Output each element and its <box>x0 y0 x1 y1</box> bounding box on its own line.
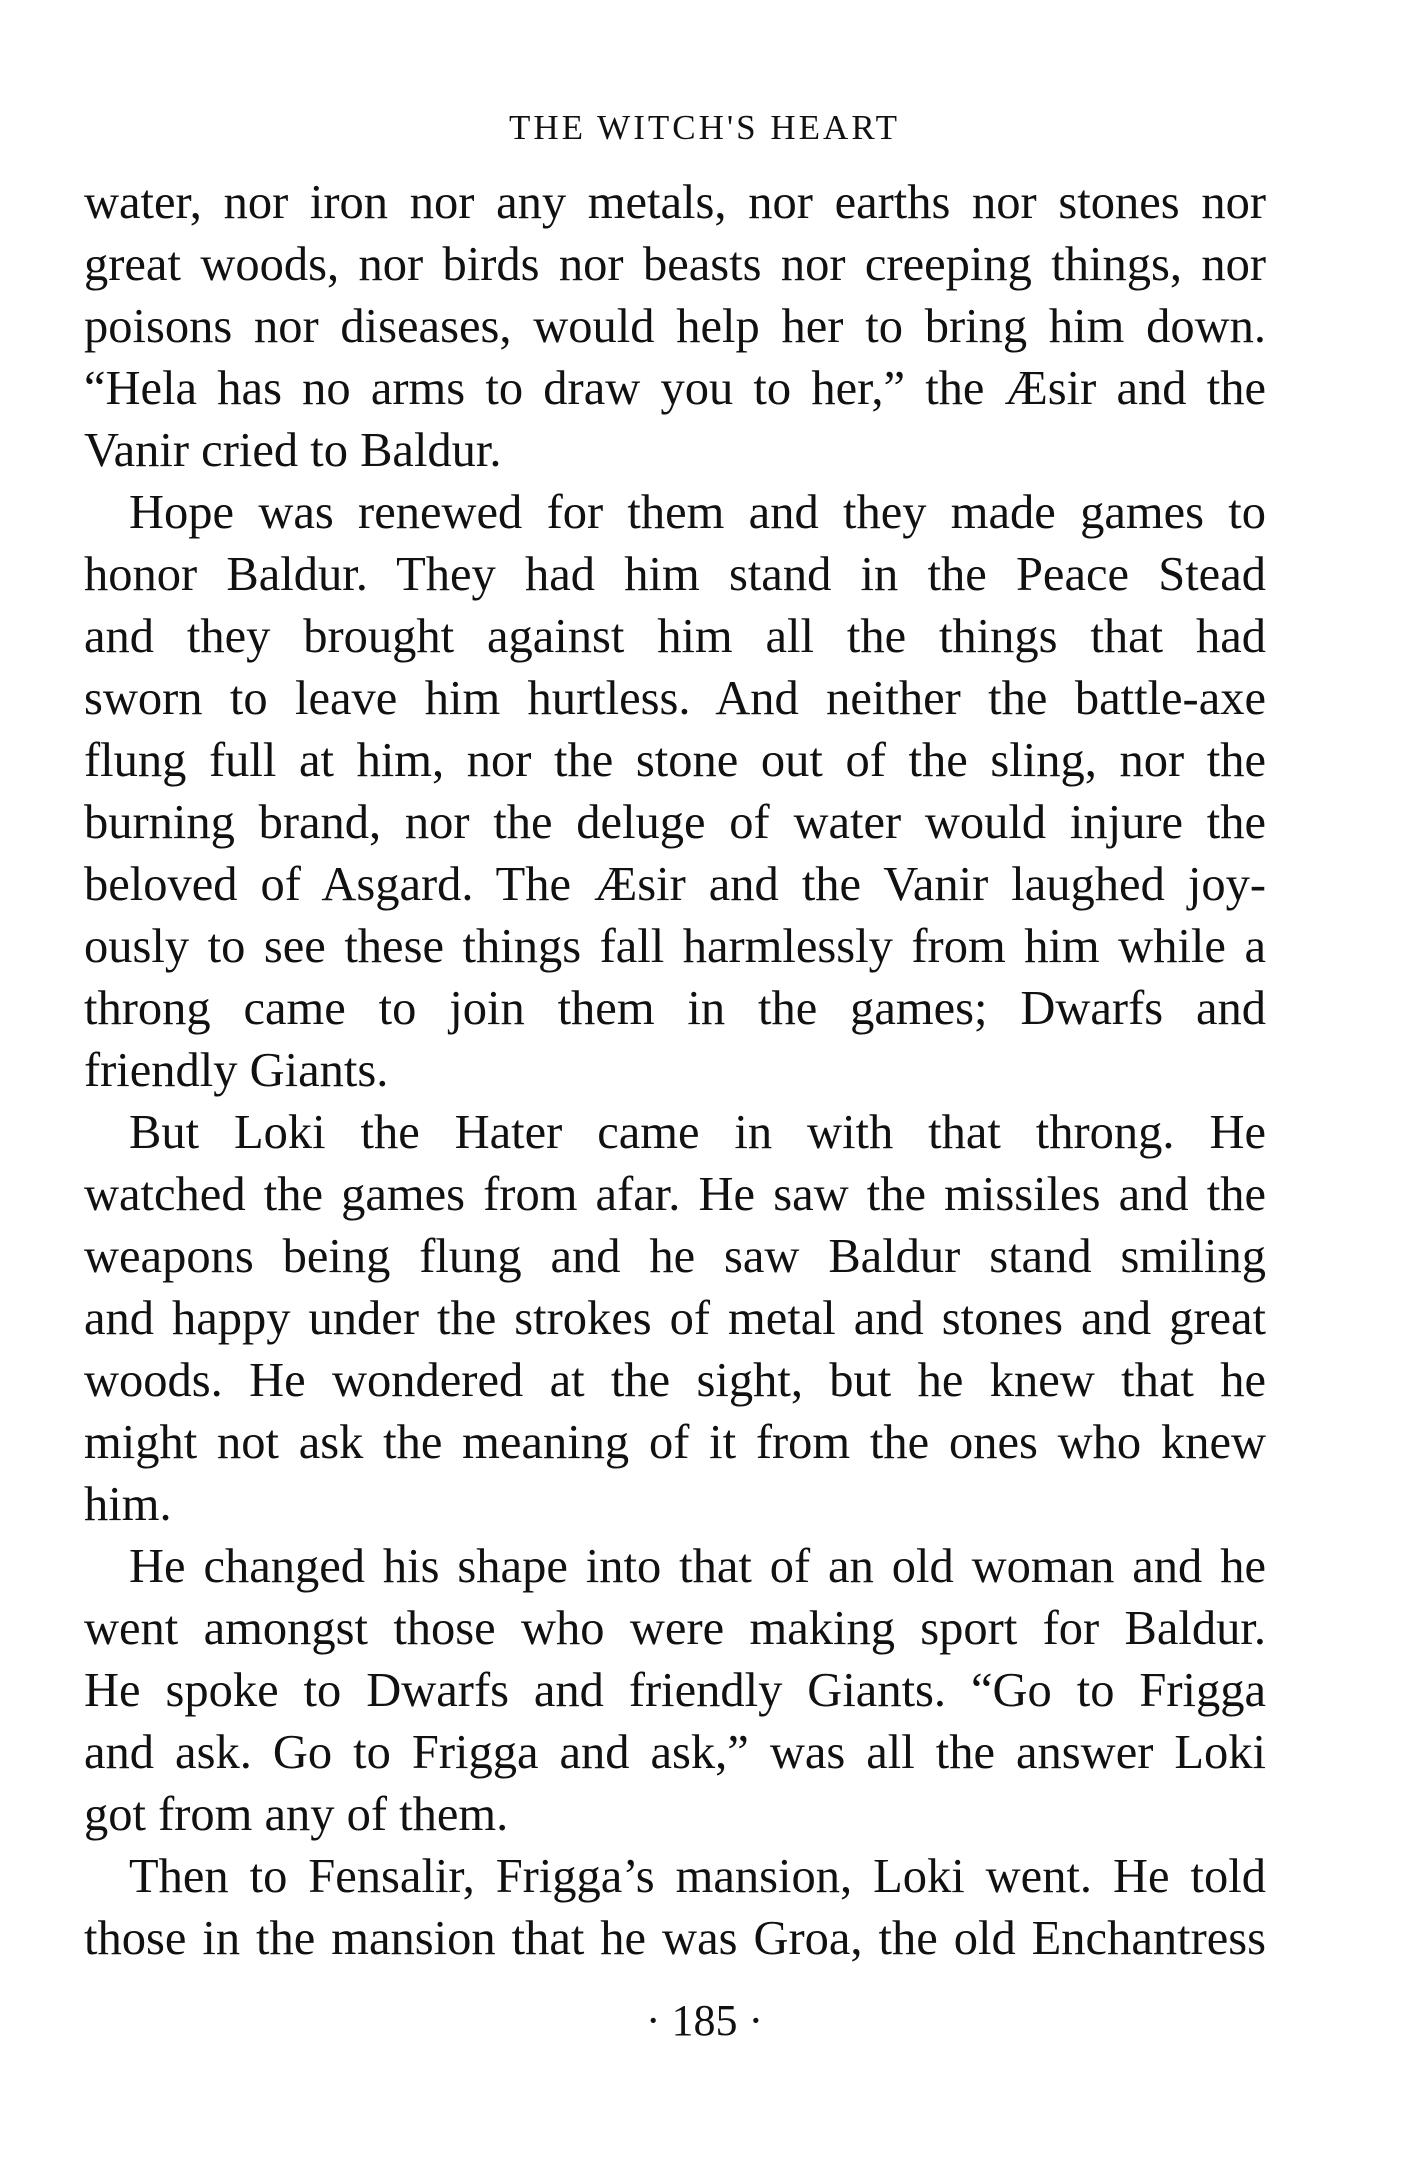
text-line: “Hela has no arms to draw you to her,” the Æsir and the <box>84 362 1266 415</box>
text-line: got from any of them. <box>84 1788 509 1841</box>
text-line: friendly Giants. <box>84 1044 389 1097</box>
text-line: weapons being flung and he saw Baldur stand smiling <box>84 1230 1266 1283</box>
text-line: and happy under the strokes of metal and stones and great <box>84 1292 1266 1345</box>
text-line: Vanir cried to Baldur. <box>84 424 502 477</box>
text-line: flung full at him, nor the stone out of the sling, nor the <box>84 734 1266 787</box>
text-line: throng came to join them in the games; Dwarfs and <box>84 982 1266 1035</box>
text-line: ously to see these things fall harmlessly from him while a <box>84 920 1266 973</box>
text-line: watched the games from afar. He saw the missiles and the <box>84 1168 1266 1221</box>
paragraph <box>84 1536 1266 1846</box>
paragraph <box>84 172 1266 482</box>
text-line: and they brought against him all the things that had <box>84 610 1266 663</box>
text-line: He changed his shape into that of an old woman and he <box>129 1540 1266 1593</box>
paragraph <box>84 1102 1266 1536</box>
text-line: But Loki the Hater came in with that throng. He <box>129 1106 1266 1159</box>
paragraph <box>84 482 1266 1102</box>
text-line: and ask. Go to Frigga and ask,” was all the answer Loki <box>84 1726 1266 1779</box>
text-line: those in the mansion that he was Groa, the old Enchantress <box>84 1912 1266 1965</box>
paragraph <box>84 1846 1266 1970</box>
text-line: He spoke to Dwarfs and friendly Giants. “Go to Frigga <box>84 1664 1266 1717</box>
text-line: Hope was renewed for them and they made games to <box>129 486 1266 539</box>
body-text <box>84 172 1266 1970</box>
text-line: Then to Fensalir, Frigga’s mansion, Loki went. He told <box>129 1850 1266 1903</box>
text-line: went amongst those who were making sport for Baldur. <box>84 1602 1266 1655</box>
page-number: · 185 · <box>645 1996 764 2045</box>
text-line: honor Baldur. They had him stand in the Peace Stead <box>84 548 1266 601</box>
text-line: sworn to leave him hurtless. And neither the battle-axe <box>84 672 1266 725</box>
text-line: him. <box>84 1478 172 1531</box>
text-line: might not ask the meaning of it from the ones who knew <box>84 1416 1266 1469</box>
text-line: beloved of Asgard. The Æsir and the Vanir laughed joy- <box>84 858 1266 911</box>
running-head: THE WITCH'S HEART <box>509 108 900 147</box>
text-line: great woods, nor birds nor beasts nor creeping things, nor <box>84 238 1266 291</box>
text-line: water, nor iron nor any metals, nor earths nor stones nor <box>84 176 1266 229</box>
text-line: woods. He wondered at the sight, but he knew that he <box>84 1354 1266 1407</box>
text-line: burning brand, nor the deluge of water would injure the <box>84 796 1266 849</box>
text-line: poisons nor diseases, would help her to bring him down. <box>84 300 1266 353</box>
